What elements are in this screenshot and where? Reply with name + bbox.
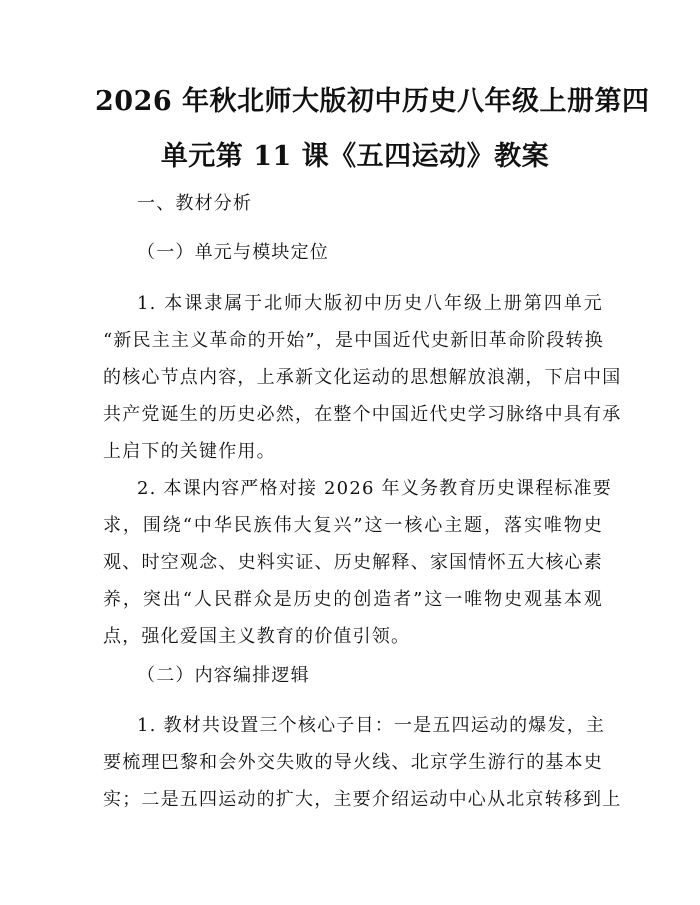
paragraph-2 xyxy=(103,470,612,655)
paragraph-1 xyxy=(103,285,622,470)
paragraph-1-line-2: “新民主主义革命的开始”，是中国近代史新旧革命阶段转换 xyxy=(103,330,604,351)
paragraph-2-line-2: 求，围绕“中华民族伟大复兴”这一核心主题，落实唯物史 xyxy=(103,515,603,536)
subsection-heading-unit-positioning: （一）单元与模块定位 xyxy=(137,242,329,263)
paragraph-3-line-3: 实；二是五四运动的扩大，主要介绍运动中心从北京转移到上 xyxy=(103,789,622,810)
paragraph-1-line-5: 上启下的关键作用。 xyxy=(103,441,276,462)
paragraph-1-line-3: 的核心节点内容，上承新文化运动的思想解放浪潮，下启中国 xyxy=(103,367,622,388)
subsection-heading-content-arrangement: （二）内容编排逻辑 xyxy=(137,665,310,686)
paragraph-3 xyxy=(103,707,622,818)
document-title-line-2: 单元第 11 课《五四运动》教案 xyxy=(160,141,550,172)
document-title-line-1: 2026 年秋北师大版初中历史八年级上册第四 xyxy=(95,86,650,117)
paragraph-1-line-1: 1. 本课隶属于北师大版初中历史八年级上册第四单元 xyxy=(137,293,603,314)
paragraph-3-line-2: 要梳理巴黎和会外交失败的导火线、北京学生游行的基本史 xyxy=(103,752,603,773)
paragraph-3-line-1: 1. 教材共设置三个核心子目：一是五四运动的爆发，主 xyxy=(137,715,606,736)
paragraph-2-line-4: 养，突出“人民群众是历史的创造者”这一唯物史观基本观 xyxy=(103,589,603,610)
section-heading-teaching-material-analysis: 一、教材分析 xyxy=(137,193,253,214)
paragraph-2-line-5: 点，强化爱国主义教育的价值引领。 xyxy=(103,626,411,647)
paragraph-2-line-1: 2. 本课内容严格对接 2026 年义务教育历史课程标准要 xyxy=(137,478,612,499)
paragraph-1-line-4: 共产党诞生的历史必然，在整个中国近代史学习脉络中具有承 xyxy=(103,404,622,425)
paragraph-2-line-3: 观、时空观念、史料实证、历史解释、家国情怀五大核心素 xyxy=(103,552,603,573)
